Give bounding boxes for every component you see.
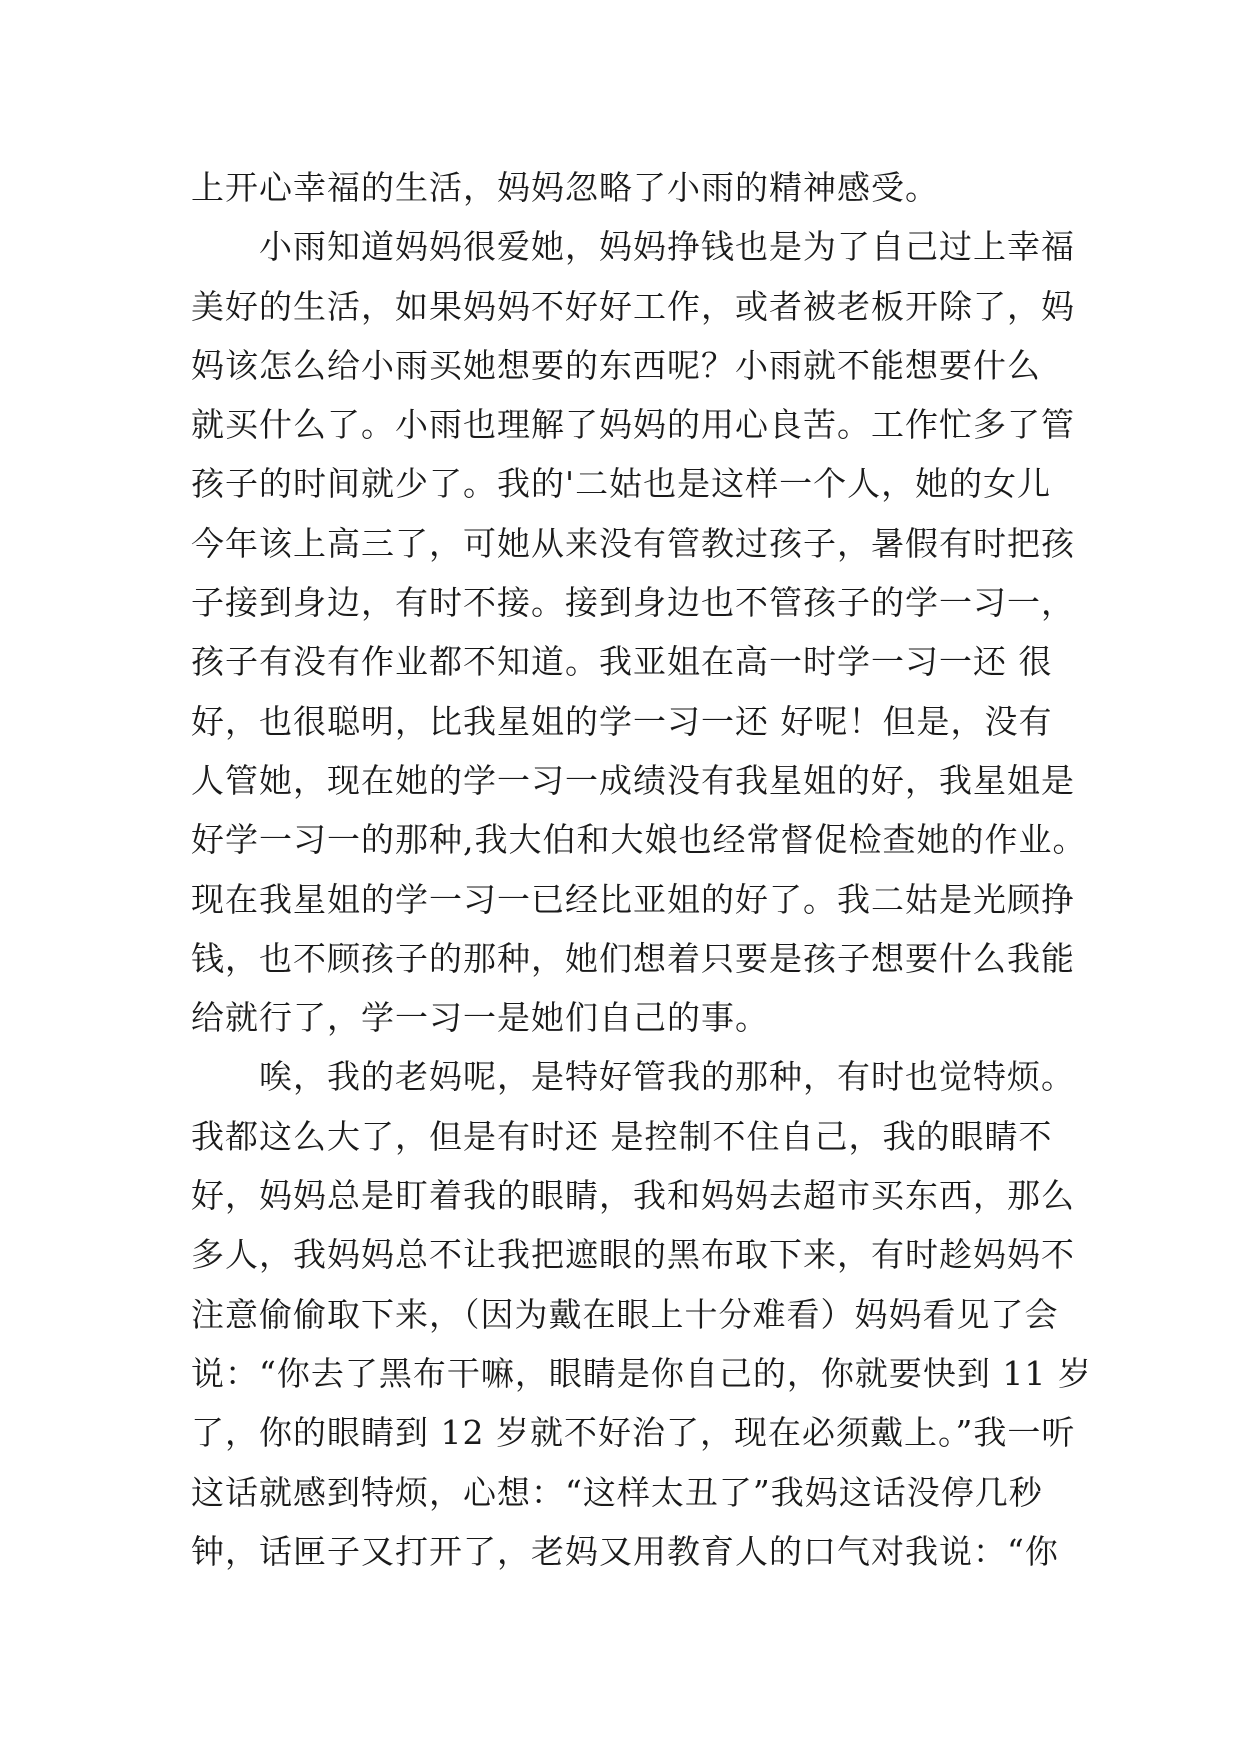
text-line: 给就行了，学一习一是她们自己的事。 [191, 998, 769, 1038]
paragraph-first-line: 唉，我的老妈呢，是特好管我的那种，有时也觉特烦。 [259, 1057, 1075, 1097]
text-line: 钟，话匣子又打开了，老妈又用教育人的口气对我说：“你 [191, 1531, 1059, 1571]
text-line: 了，你的眼睛到 12 岁就不好治了，现在必须戴上。”我一听 [191, 1413, 1076, 1453]
paragraph-first-line: 小雨知道妈妈很爱她，妈妈挣钱也是为了自己过上幸福 [259, 227, 1075, 267]
text-line: 人管她，现在她的学一习一成绩没有我星姐的好，我星姐是 [191, 760, 1075, 800]
text-line: 子接到身边，有时不接。接到身边也不管孩子的学一习一， [191, 583, 1075, 623]
text-line: 美好的生活，如果妈妈不好好工作，或者被老板开除了，妈 [191, 286, 1075, 326]
text-line: 说：“你去了黑布干嘛，眼睛是你自己的，你就要快到 11 岁 [191, 1353, 1092, 1393]
text-line: 现在我星姐的学一习一已经比亚姐的好了。我二姑是光顾挣 [191, 879, 1075, 919]
text-line: 孩子有没有作业都不知道。我亚姐在高一时学一习一还 很 [191, 642, 1053, 682]
text-line: 好学一习一的那种,我大伯和大娘也经常督促检查她的作业。 [191, 820, 1087, 860]
text-line: 就买什么了。小雨也理解了妈妈的用心良苦。工作忙多了管 [191, 405, 1075, 445]
text-line: 我都这么大了，但是有时还 是控制不住自己，我的眼睛不 [191, 1116, 1053, 1156]
text-line: 今年该上高三了，可她从来没有管教过孩子，暑假有时把孩 [191, 523, 1075, 563]
body-text [191, 158, 1092, 1581]
text-line: 多人，我妈妈总不让我把遮眼的黑布取下来，有时趁妈妈不 [191, 1235, 1075, 1275]
text-line: 好，妈妈总是盯着我的眼睛，我和妈妈去超市买东西，那么 [191, 1176, 1075, 1216]
text-line: 好，也很聪明，比我星姐的学一习一还 好呢！但是，没有 [191, 701, 1053, 741]
text-line: 注意偷偷取下来，（因为戴在眼上十分难看）妈妈看见了会 [191, 1294, 1059, 1334]
text-line: 这话就感到特烦，心想：“这样太丑了”我妈这话没停几秒 [191, 1472, 1043, 1512]
text-line: 钱，也不顾孩子的那种，她们想着只要是孩子想要什么我能 [191, 938, 1075, 978]
text-line: 妈该怎么给小雨买她想要的东西呢？小雨就不能想要什么 [191, 345, 1041, 385]
text-line: 孩子的时间就少了。我的'二姑也是这样一个人，她的女儿 [191, 464, 1052, 504]
text-line: 上开心幸福的生活，妈妈忽略了小雨的精神感受。 [191, 168, 939, 207]
